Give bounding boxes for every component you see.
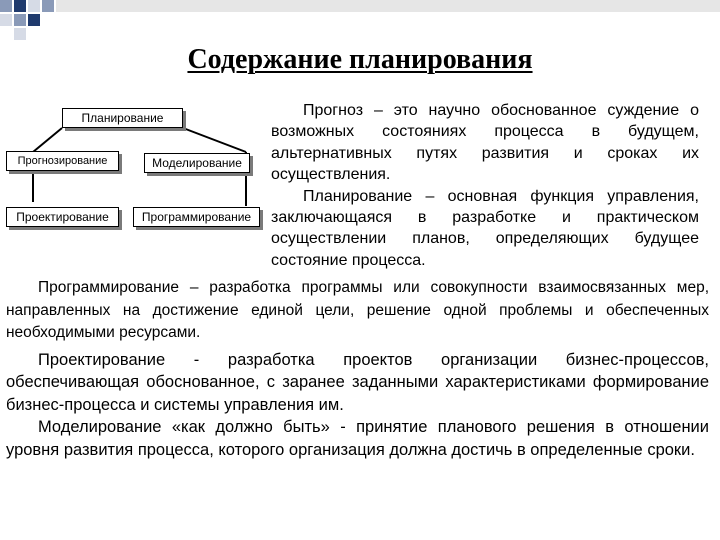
definitions-right (271, 100, 699, 271)
diagram-node-designing: Проектирование (6, 207, 119, 227)
paragraph-modeling: Моделирование «как должно быть» - принятие планового решения в отношении уровня развития процесса, которого организация должна достичь в определенные сроки. (6, 418, 709, 459)
diagram-node-modeling: Моделирование (144, 153, 250, 173)
page-title-text: Содержание планирования (187, 44, 533, 75)
diagram-node-programming: Программирование (133, 207, 260, 227)
connector-line (33, 128, 62, 152)
paragraph-programming: Программирование – разработка программы или совокупности взаимосвязанных мер, направленных на достижение единой цели, решение одной проблемы и обеспеченных необходимыми ресурсами. (6, 279, 709, 341)
paragraph-designing: Проектирование - разработка проектов организации бизнес-процессов, обеспечивающая обоснованное, с заранее заданными характеристиками формирование бизнес-процесса и системы управления им. (6, 350, 709, 414)
paragraph-forecast: Прогноз – это научно обоснованное суждение о возможных состояниях процесса в будущем, альтернативных путях развития и сроках их осуществления. (271, 102, 699, 184)
definitions-lower (6, 277, 709, 461)
paragraph-planning: Планирование – основная функция управления, заключающаяся в разработке и практическом осуществлении планов, определяющих будущее состояние процесса. (271, 187, 699, 269)
diagram-node-planning: Планирование (62, 108, 183, 128)
diagram-node-forecasting: Прогнозирование (6, 151, 119, 171)
connector-line (183, 128, 246, 152)
